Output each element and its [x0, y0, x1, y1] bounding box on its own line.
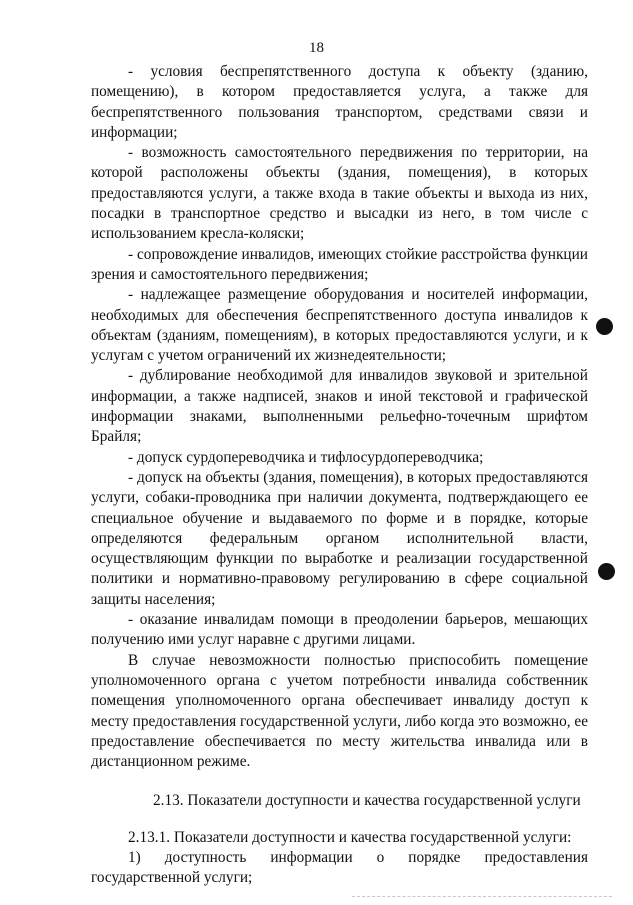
subsection-title: 2.13.1. Показатели доступности и качества государственной услуги:	[128, 828, 572, 846]
paragraph-guide-dog: - допуск на объекты (здания, помещения), в которых предоставляются услуги, собаки-проводника при наличии документа, подтверждающего ее специальное обучение и выдаваемого по форме и в порядке, которые определяются федеральным органом исполнительной власти, осуществляющим функции по выработке и реализации государственной политики и нормативно-правовому регулированию в сфере социальной защиты населения;	[91, 468, 588, 608]
scan-edge-line	[352, 896, 612, 897]
paragraph-equipment-placement: - надлежащее размещение оборудования и носителей информации, необходимых для обеспечения беспрепятственного доступа инвалидов к объектам (зданиям, помещениям), в которых предоставляются услуги, и к услугам с учетом ограничений их жизнедеятельности;	[91, 286, 588, 365]
paragraph-information-duplication: - дублирование необходимой для инвалидов звуковой и зрительной информации, а также надписей, знаков и иной текстовой и графической информации знаками, выполненными рельефно-точечным шрифтом Брайля;	[91, 367, 588, 446]
paragraph-access-conditions: - условия беспрепятственного доступа к объекту (зданию, помещению), в котором предоставляется услуга, а также для беспрепятственного пользования транспортом, средствами связи и информации;	[91, 63, 588, 141]
paragraph-independent-movement: - возможность самостоятельного передвижения по территории, на которой расположены объекты (здания, помещения), в которых предоставляются услуги, а также входа в такие объекты и выхода из них, посадки в транспортное средство и высадки из него, в том числе с использованием кресла-коляски;	[91, 144, 588, 243]
document-body	[91, 62, 588, 889]
list-item: 1) доступность информации о порядке предоставления государственной услуги;	[91, 848, 588, 887]
page-number: 18	[309, 40, 324, 56]
punch-hole-mark	[598, 563, 615, 580]
section-heading: 2.13. Показатели доступности и качества государственной услуги	[153, 792, 581, 810]
punch-hole-mark	[596, 318, 613, 335]
paragraph-escort: - сопровождение инвалидов, имеющих стойкие расстройства функции зрения и самостоятельного передвижения;	[91, 245, 588, 283]
paragraph-impossibility-case: В случае невозможности полностью приспособить помещение уполномоченного органа с учетом потребности инвалида собственник помещения уполномоченного органа обеспечивает инвалиду доступ к месту предоставления государственной услуги, либо когда это возможно, ее предоставление обеспечивается по месту жительства инвалида или в дистанционном режиме.	[91, 651, 588, 771]
paragraph-sign-interpreter: - допуск сурдопереводчика и тифлосурдопереводчика;	[128, 448, 484, 466]
paragraph-barrier-assistance: - оказание инвалидам помощи в преодолении барьеров, мешающих получению ими услуг наравне с другими лицами.	[91, 611, 588, 649]
